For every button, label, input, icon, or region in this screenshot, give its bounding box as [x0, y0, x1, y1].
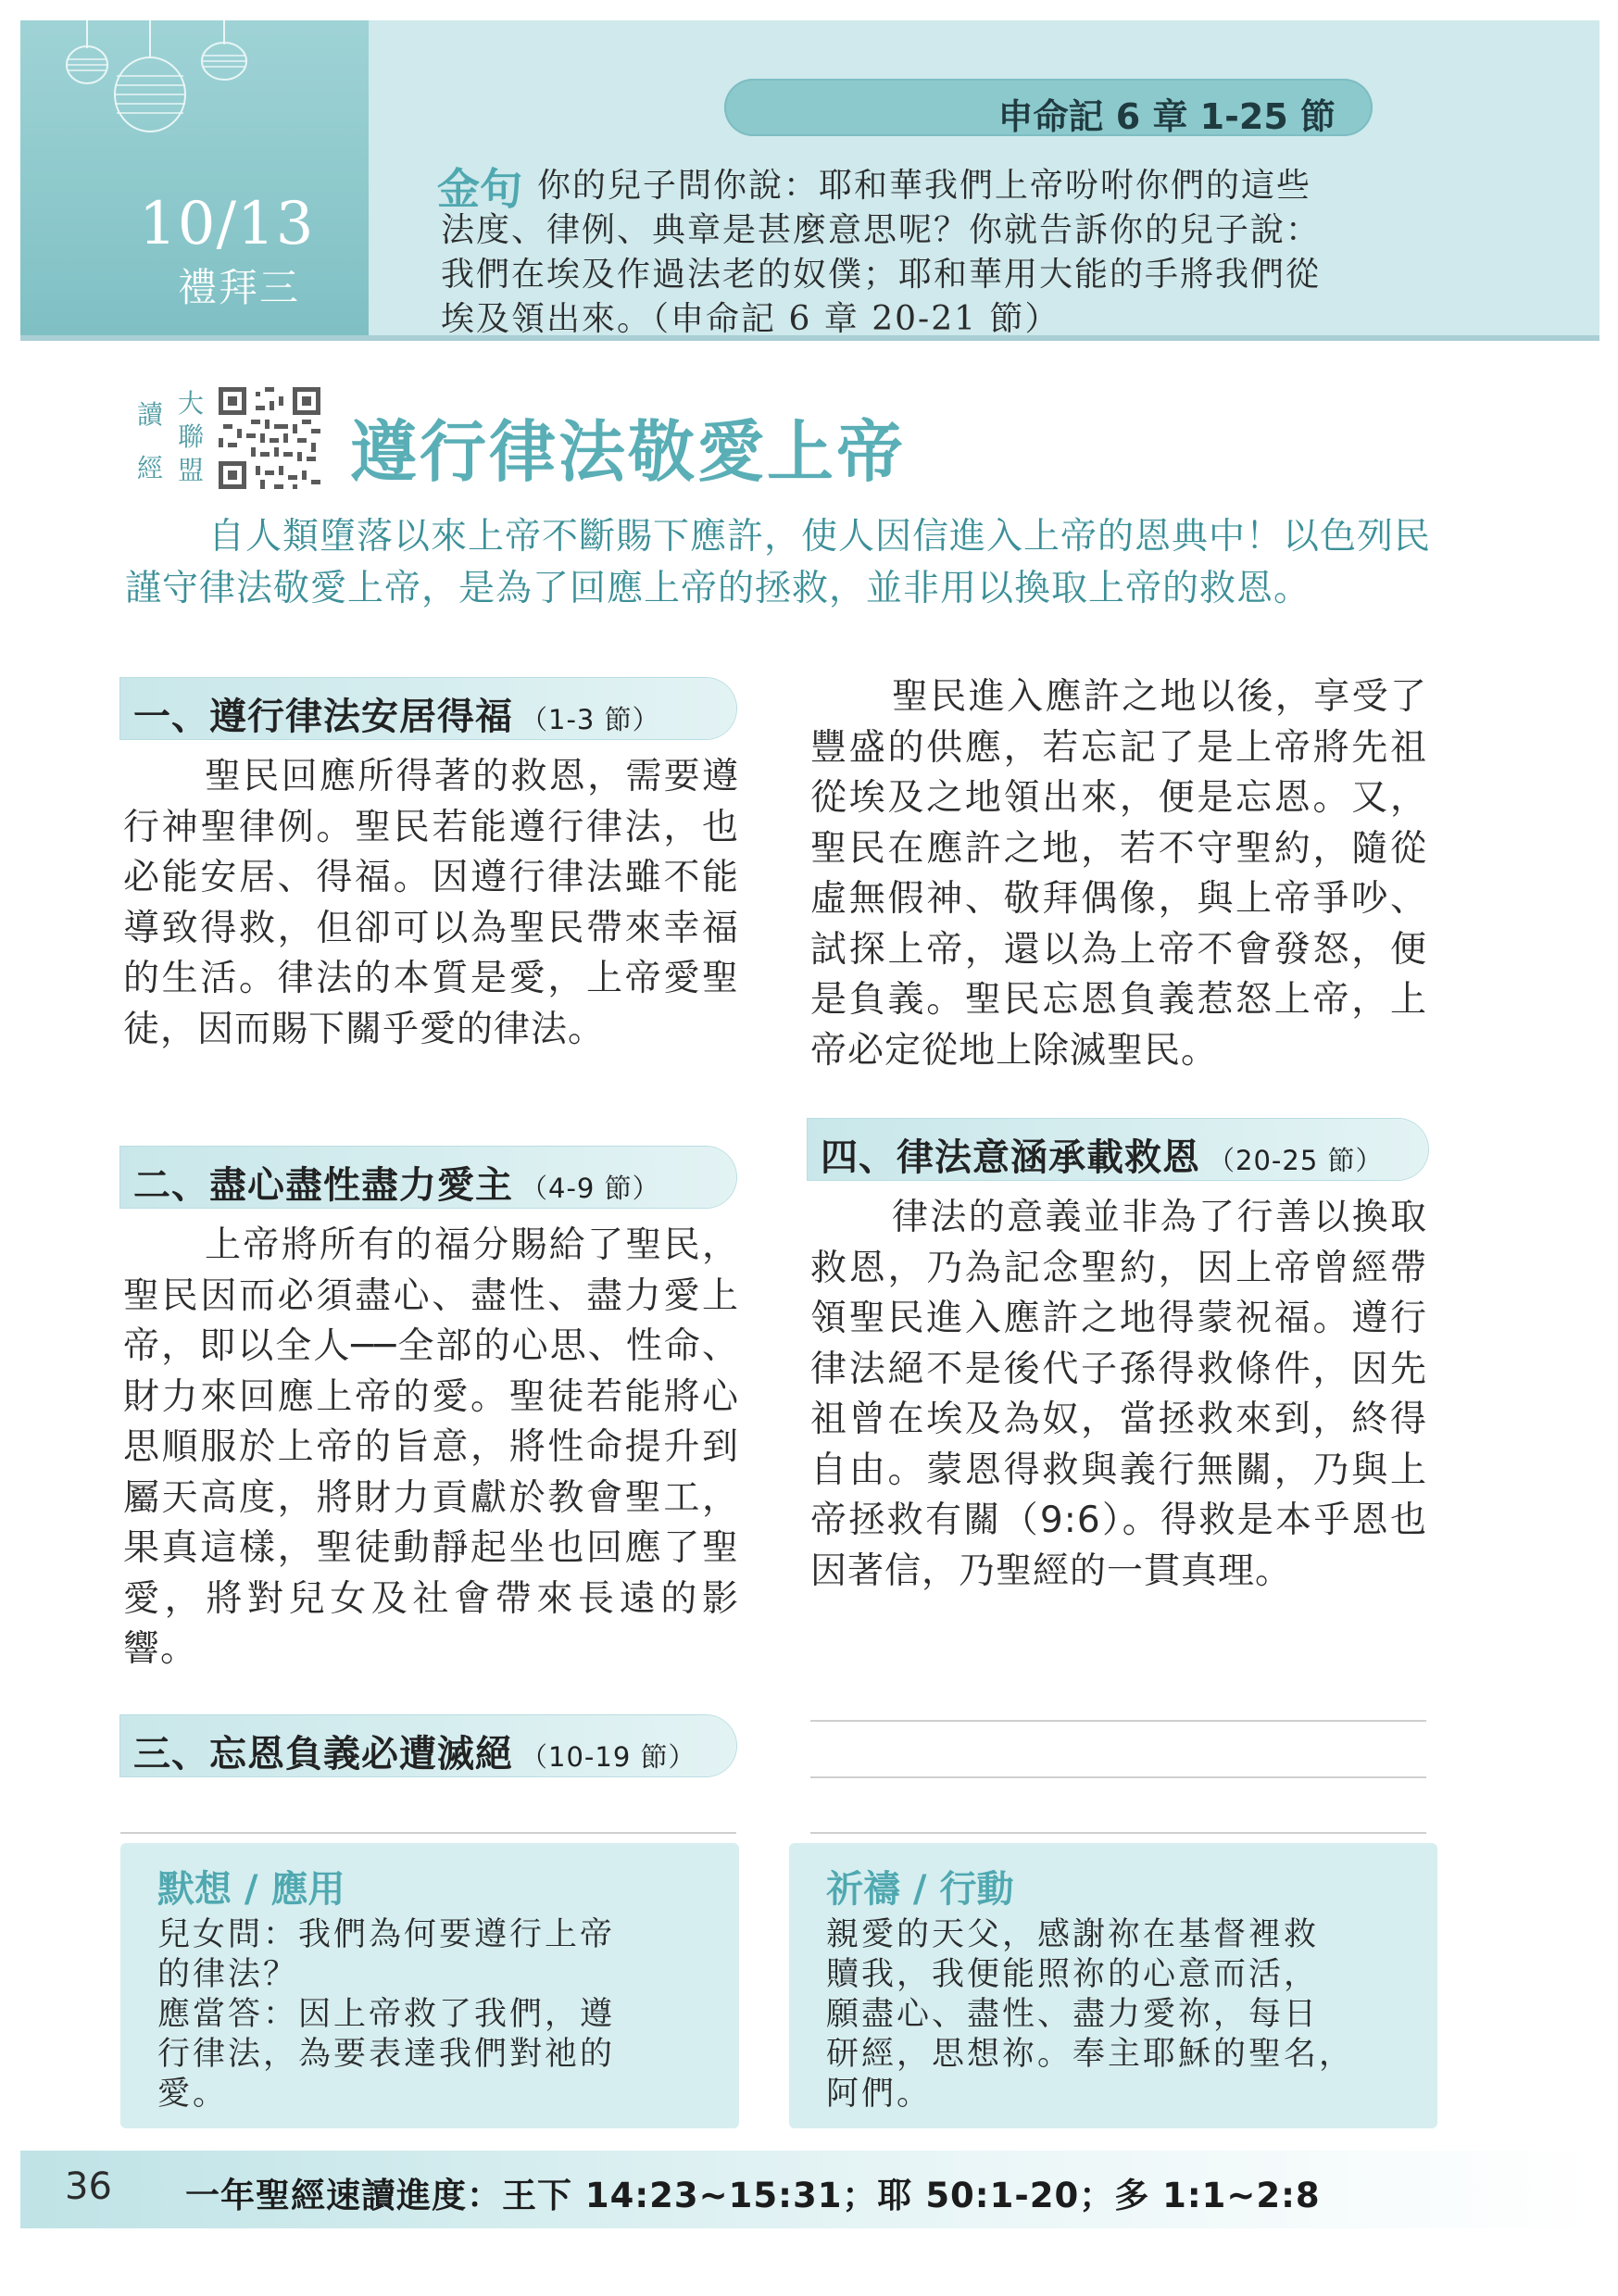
section-body-3: 聖民進入應許之地以後，享受了豐盛的供應，若忘記了是上帝將先祖從埃及之地領出來，便是忘恩。又，聖民在應許之地，若不守聖約，隨從虛無假神、敬拜偶像，與上帝爭吵、試探上帝，還以為上帝不會發怒，便是負義。聖民忘恩負義惹怒上帝，上帝必定從地上除滅聖民。 [810, 676, 1427, 1072]
writing-line [810, 1776, 1426, 1778]
section-verses: （20-25 節） [1208, 1145, 1384, 1176]
prayer-line: 阿們。 [826, 2076, 933, 2113]
side-tag: 經 [137, 453, 164, 483]
section-title: 四、律法意涵承載救恩 [821, 1136, 1200, 1179]
meditation-line: 行律法，為要表達我們對祂的 [157, 2036, 616, 2073]
side-tag: 讀 [137, 399, 164, 430]
prayer-line: 研經，思想祢。奉主耶穌的聖名， [826, 2036, 1355, 2073]
reading-progress: 一年聖經速讀進度：王下 14:23~15:31；耶 50:1-20；多 1:1~2:8 [185, 2176, 1321, 2215]
prayer-line: 願盡心、盡性、盡力愛祢，每日 [826, 1996, 1320, 2033]
qr-code-icon[interactable] [219, 387, 320, 489]
golden-verse-line: 你的兒子問你說：耶和華我們上帝吩咐你們的這些 [537, 167, 1312, 205]
intro-paragraph: 自人類墮落以來上帝不斷賜下應許，使人因信進入上帝的恩典中！以色列民謹守律法敬愛上帝，是為了回應上帝的拯救，並非用以換取上帝的救恩。 [125, 516, 1432, 609]
prayer-box [789, 1843, 1437, 2128]
section-body-1: 聖民回應所得著的救恩，需要遵行神聖律例。聖民若能遵行律法，也必能安居、得福。因遵行律法雖不能導致得救，但卻可以為聖民帶來幸福的生活。律法的本質是愛，上帝愛聖徒，因而賜下關乎愛的律法。 [123, 756, 739, 1050]
page-title: 遵行律法敬愛上帝 [350, 412, 907, 491]
side-tag: 盟 [178, 455, 205, 485]
writing-line [120, 1832, 736, 1834]
meditation-label: 默想 / 應用 [157, 1868, 345, 1911]
scripture-reference: 申命記 6 章 1-25 節 [997, 96, 1336, 137]
prayer-line: 親愛的天父，感謝祢在基督裡救 [826, 1916, 1320, 1953]
golden-verse-line: 法度、律例、典章是甚麼意思呢？你就告訴你的兒子說： [441, 211, 1322, 249]
section-heading-2 [120, 1147, 736, 1208]
section-title: 二、盡心盡性盡力愛主 [133, 1164, 513, 1207]
section-title: 三、忘恩負義必遭滅絕 [133, 1733, 513, 1775]
section-body-2: 上帝將所有的福分賜給了聖民，聖民因而必須盡心、盡性、盡力愛上帝，即以全人──全部的心思、性命、財力來回應上帝的愛。聖徒若能將心思順服於上帝的旨意，將性命提升到屬天高度，將財力貢獻於教會聖工，果真這樣，聖徒動靜起坐也回應了聖愛，將對兒女及社會帶來長遠的影響。 [123, 1224, 739, 1670]
side-tag: 大 [178, 388, 205, 419]
meditation-line: 愛。 [157, 2076, 229, 2113]
scripture-reference-pill [724, 79, 1373, 136]
section-heading-4 [808, 1119, 1428, 1180]
meditation-line: 的律法？ [157, 1956, 299, 1993]
prayer-label: 祈禱 / 行動 [826, 1868, 1014, 1911]
section-verses: （10-19 節） [521, 1741, 696, 1773]
section-body-4: 律法的意義並非為了行善以換取救恩，乃為記念聖約，因上帝曾經帶領聖民進入應許之地得蒙祝福。遵行律法絕不是後代子孫得救條件，因先祖曾在埃及為奴，當拯救來到，終得自由。蒙恩得救與義行無關，乃與上帝拯救有關（9:6）。得救是本乎恩也因著信，乃聖經的一貫真理。 [810, 1197, 1427, 1592]
weekday: 禮拜三 [178, 265, 301, 310]
date-number: 10/13 [139, 190, 315, 258]
prayer-line: 贖我，我便能照祢的心意而活， [826, 1956, 1320, 1993]
writing-line [810, 1832, 1426, 1834]
section-heading-3 [120, 1715, 736, 1776]
golden-verse-label: 金句 [437, 164, 522, 214]
golden-verse-line: 埃及領出來。（申命記 6 章 20-21 節） [441, 300, 1060, 338]
section-verses: （1-3 節） [521, 704, 660, 735]
section-title: 一、遵行律法安居得福 [133, 696, 513, 738]
writing-line [810, 1720, 1426, 1722]
side-tag: 聯 [178, 421, 205, 452]
meditation-box [120, 1843, 739, 2128]
page-number: 36 [65, 2165, 112, 2208]
golden-verse-line: 我們在埃及作過法老的奴僕；耶和華用大能的手將我們從 [441, 256, 1322, 294]
meditation-line: 應當答：因上帝救了我們，遵 [157, 1996, 616, 2033]
meditation-line: 兒女問：我們為何要遵行上帝 [157, 1916, 616, 1953]
section-heading-1 [120, 678, 736, 739]
lantern-decoration-icon [39, 20, 280, 206]
section-verses: （4-9 節） [521, 1173, 660, 1204]
